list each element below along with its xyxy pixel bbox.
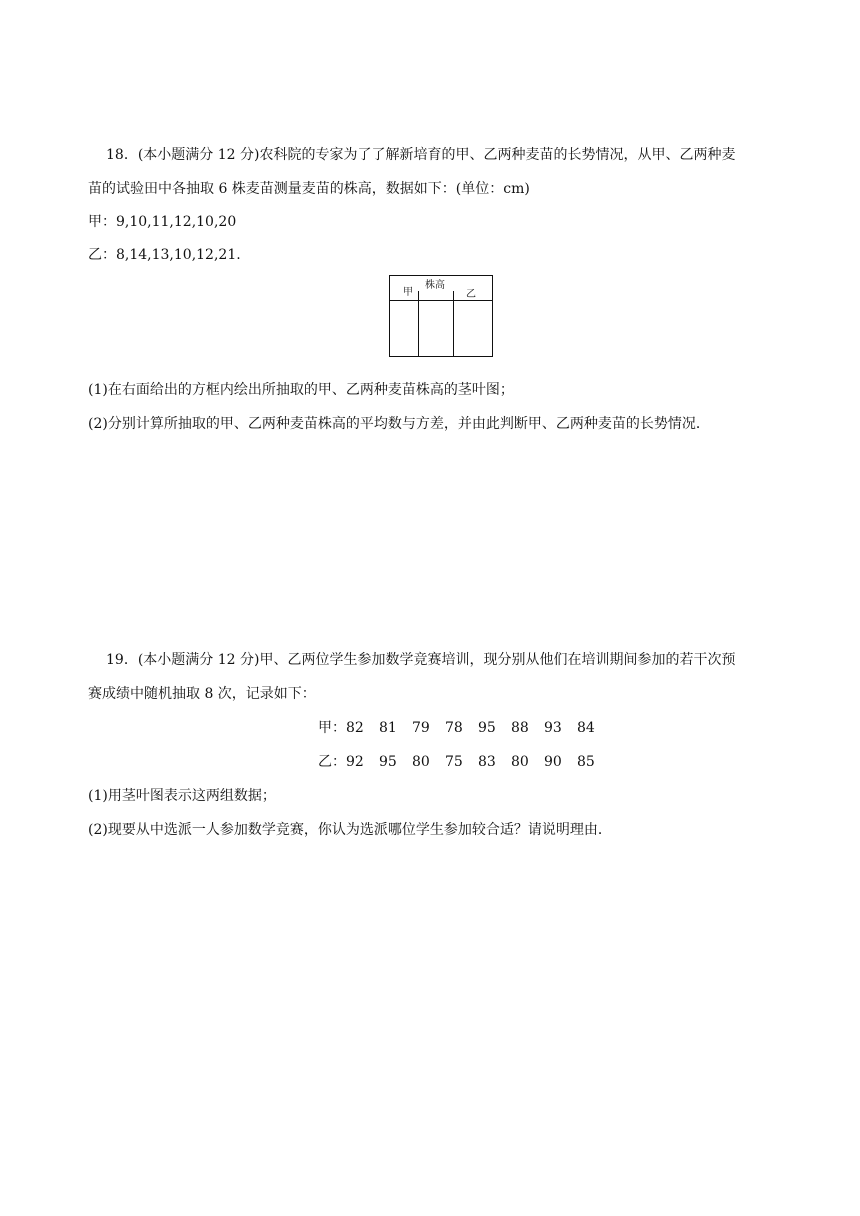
score-value: 81 [379, 720, 397, 736]
q18-data-jia: 甲：9,10,11,12,10,20 [88, 214, 237, 230]
score-value: 92 [346, 754, 364, 770]
q19-scores-jia [318, 719, 610, 737]
q19-part1: (1)用茎叶图表示这两组数据； [88, 788, 276, 804]
q19-part2: (2)现要从中选派一人参加数学竞赛，你认为选派哪位学生参加较合适？请说明理由． [88, 822, 612, 838]
box-column-divider-right [453, 291, 454, 357]
q18-part1: (1)在右面给出的方框内绘出所抽取的甲、乙两种麦苗株高的茎叶图； [88, 382, 514, 398]
score-value: 80 [412, 754, 430, 770]
score-value: 78 [445, 720, 463, 736]
q19-line2: 赛成绩中随机抽取 8 次，记录如下： [88, 686, 316, 702]
q18-part2: (2)分别计算所抽取的甲、乙两种麦苗株高的平均数与方差，并由此判断甲、乙两种麦苗的长势情况． [88, 416, 710, 432]
score-value: 80 [511, 754, 529, 770]
q18-line1: 18．(本小题满分 12 分)农科院的专家为了了解新培育的甲、乙两种麦苗的长势情况，从甲、乙两种麦 [106, 147, 736, 163]
q18-data-yi: 乙：8,14,13,10,12,21. [88, 247, 241, 263]
score-value: 75 [445, 754, 463, 770]
score-value: 83 [478, 754, 496, 770]
score-value: 90 [544, 754, 562, 770]
scores-yi-label: 乙： [318, 754, 346, 770]
box-column-divider-left [418, 291, 419, 357]
score-value: 82 [346, 720, 364, 736]
score-value: 95 [478, 720, 496, 736]
box-label-height: 株高 [425, 280, 445, 291]
score-value: 79 [412, 720, 430, 736]
score-value: 85 [577, 754, 595, 770]
box-label-yi: 乙 [466, 289, 476, 300]
stem-leaf-answer-box [389, 275, 493, 357]
score-value: 95 [379, 754, 397, 770]
q18-line2: 苗的试验田中各抽取 6 株麦苗测量麦苗的株高，数据如下：(单位：cm) [88, 181, 530, 197]
score-value: 93 [544, 720, 562, 736]
q19-scores-yi [318, 753, 610, 771]
box-label-jia: 甲 [403, 287, 413, 298]
q19-line1: 19．(本小题满分 12 分)甲、乙两位学生参加数学竞赛培训，现分别从他们在培训期间参加的若干次预 [106, 652, 736, 668]
score-value: 88 [511, 720, 529, 736]
box-header-divider [390, 300, 492, 301]
score-value: 84 [577, 720, 595, 736]
scores-jia-label: 甲： [318, 720, 346, 736]
